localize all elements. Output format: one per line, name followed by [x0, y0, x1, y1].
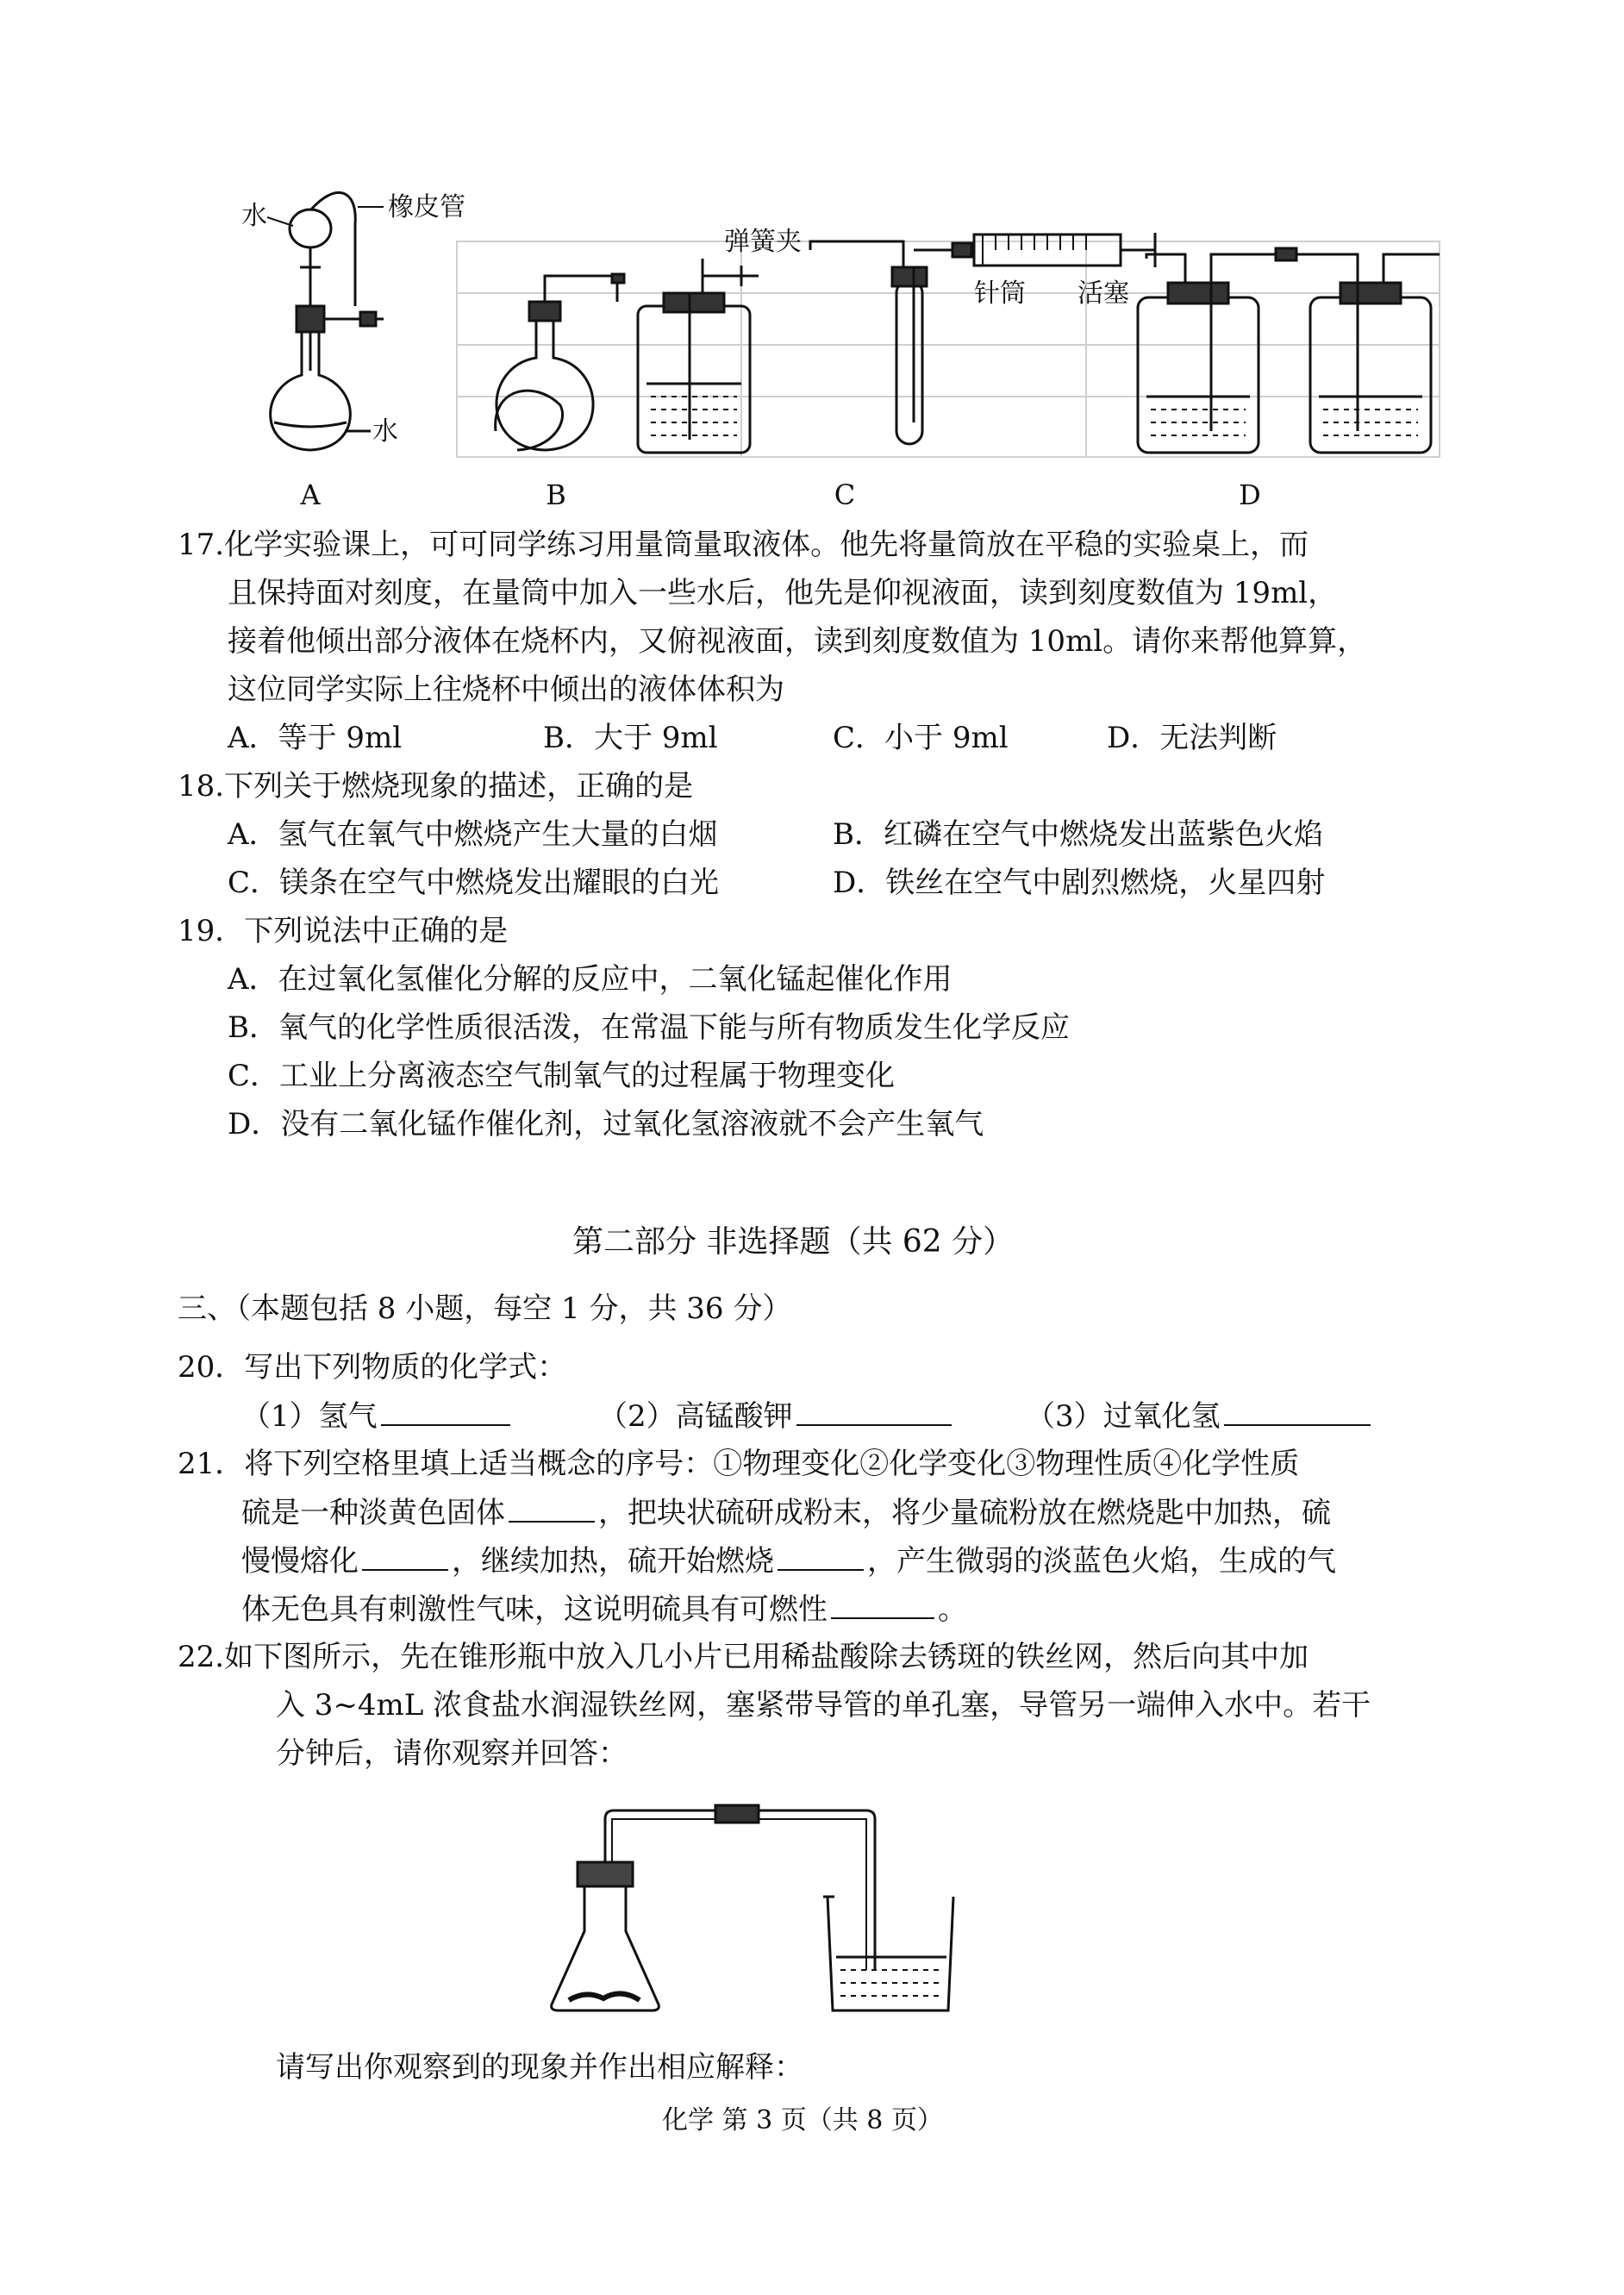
- q18-option-a: A．氢气在氧气中燃烧产生大量的白烟: [228, 817, 718, 852]
- q21-seg2: ，把块状硫研成粉末，将少量硫粉放在燃烧匙中加热，硫: [598, 1496, 1331, 1530]
- label-c: C: [834, 478, 856, 511]
- iron-wool: [569, 1993, 640, 2000]
- label-water-bottom: 水: [372, 416, 398, 447]
- q20-item-2-label: （2）高锰酸钾: [598, 1399, 793, 1434]
- part3-heading: 三、（本题包括 8 小题，每空 1 分，共 36 分）: [178, 1291, 792, 1326]
- q21-seg5: ，产生微弱的淡蓝色火焰，生成的气: [867, 1544, 1336, 1579]
- q21-line4: [241, 1591, 967, 1627]
- q22-line2: 入 3~4mL 浓食盐水润湿铁丝网，塞紧带导管的单孔塞，导管另一端伸入水中。若干: [276, 1688, 1371, 1723]
- q20-stem: 20．写出下列物质的化学式：: [178, 1350, 567, 1385]
- conical-flask: [552, 1879, 659, 2010]
- background-table-ghost: [457, 241, 1440, 457]
- label-spring-clip: 弹簧夹: [724, 227, 802, 257]
- flask-beaker-figure: [543, 1785, 991, 2026]
- q17-line4: 这位同学实际上往烧杯中倾出的液体体积为: [228, 672, 784, 707]
- stopper: [578, 1862, 633, 1886]
- apparatus-a: [271, 192, 384, 450]
- tube-joint: [715, 1805, 759, 1823]
- q22-prompt: 请写出你观察到的现象并作出相应解释：: [276, 2050, 803, 2085]
- q21-blank-3[interactable]: [778, 1543, 864, 1571]
- q21-line1: 21．将下列空格里填上适当概念的序号：①物理变化②化学变化③物理性质④化学性质: [178, 1447, 1300, 1481]
- page-footer: 化学 第 3 页（共 8 页）: [662, 2105, 943, 2136]
- q20-item-1-label: （1）氢气: [241, 1399, 378, 1434]
- apparatus-figure: [207, 172, 1465, 517]
- q17-option-a: A．等于 9ml: [228, 721, 403, 755]
- q19-stem: 19．下列说法中正确的是: [178, 914, 509, 948]
- q17-option-b: B．大于 9ml: [543, 721, 718, 755]
- q22-line3: 分钟后，请你观察并回答：: [276, 1736, 628, 1771]
- q17-line3: 接着他倾出部分液体在烧杯内，又俯视液面，读到刻度数值为 10ml。请你来帮他算算，: [228, 624, 1367, 659]
- q19-option-a: A．在过氧化氢催化分解的反应中，二氧化锰起催化作用: [228, 962, 953, 997]
- q18-option-c: C．镁条在空气中燃烧发出耀眼的白光: [228, 866, 720, 900]
- q20-blank-1[interactable]: [381, 1398, 510, 1426]
- beaker: [828, 1897, 953, 2010]
- q20-item-3-label: （3）过氧化氢: [1026, 1399, 1221, 1434]
- q18-stem: 18.下列关于燃烧现象的描述，正确的是: [178, 769, 694, 804]
- q21-seg7: 。: [938, 1592, 967, 1627]
- q17-option-c: C．小于 9ml: [833, 721, 1009, 755]
- q19-option-d: D．没有二氧化锰作催化剂，过氧化氢溶液就不会产生氧气: [228, 1107, 984, 1141]
- q20-item-1: [241, 1398, 514, 1434]
- q21-line2: [241, 1495, 1331, 1530]
- q20-blank-3[interactable]: [1224, 1398, 1371, 1426]
- q21-seg1: 硫是一种淡黄色固体: [241, 1496, 505, 1530]
- q17-option-d: D．无法判断: [1107, 721, 1277, 755]
- q20-item-3: [1026, 1398, 1374, 1434]
- q21-blank-4[interactable]: [831, 1591, 934, 1619]
- q22-line1: 22.如下图所示，先在锥形瓶中放入几小片已用稀盐酸除去锈斑的铁丝网，然后向其中加: [178, 1640, 1309, 1674]
- label-syringe: 针筒: [974, 278, 1026, 309]
- section-title: 第二部分 非选择题（共 62 分）: [572, 1224, 1015, 1260]
- q18-option-b: B．红磷在空气中燃烧发出蓝紫色火焰: [833, 817, 1323, 852]
- apparatus-d: [1138, 248, 1440, 453]
- q19-option-b: B．氧气的化学性质很活泼，在常温下能与所有物质发生化学反应: [228, 1010, 1070, 1045]
- label-a: A: [300, 478, 321, 511]
- q20-item-2: [598, 1398, 955, 1434]
- q20-blank-2[interactable]: [796, 1398, 952, 1426]
- q21-seg4: ，继续加热，硫开始燃烧: [452, 1544, 774, 1579]
- label-d: D: [1239, 478, 1261, 511]
- q21-blank-1[interactable]: [509, 1495, 595, 1523]
- delivery-tube: [605, 1810, 875, 1970]
- q21-seg6: 体无色具有刺激性气味，这说明硫具有可燃性: [241, 1592, 828, 1627]
- q19-option-c: C．工业上分离液态空气制氧气的过程属于物理变化: [228, 1059, 896, 1093]
- label-b: B: [546, 478, 566, 511]
- q18-option-d: D．铁丝在空气中剧烈燃烧，火星四射: [833, 866, 1326, 900]
- q17-line2: 且保持面对刻度，在量筒中加入一些水后，他先是仰视液面，读到刻度数值为 19ml，: [228, 576, 1338, 610]
- apparatus-c: [810, 233, 1155, 444]
- apparatus-b: [496, 259, 759, 453]
- q21-line3: [241, 1543, 1336, 1579]
- q17-line1: 17.化学实验课上，可可同学练习用量筒量取液体。他先将量筒放在平稳的实验桌上，而: [178, 528, 1309, 562]
- label-rubber-tube: 橡皮管: [388, 192, 465, 222]
- label-water-top: 水: [241, 201, 267, 231]
- label-piston: 活塞: [1077, 278, 1129, 309]
- q21-seg3: 慢慢熔化: [241, 1544, 359, 1579]
- q21-blank-2[interactable]: [362, 1543, 448, 1571]
